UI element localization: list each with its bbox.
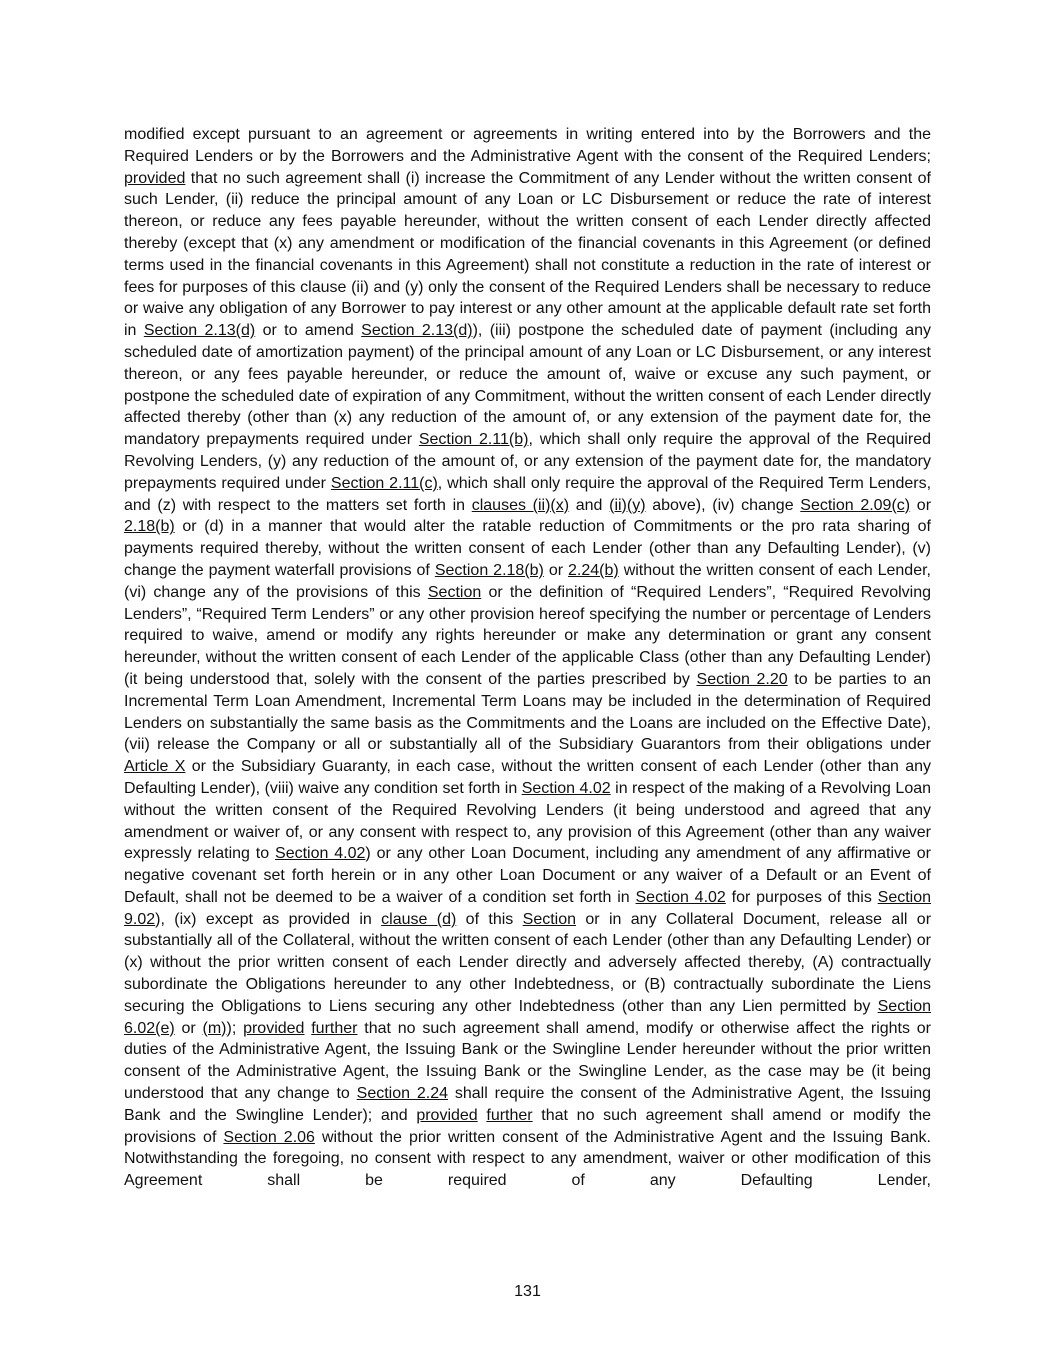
text-run: , which shall only require the approval of the Required Term Lenders, and (z) with respect to the matters set forth in [124, 474, 932, 514]
cross-reference: (m) [202, 1019, 227, 1037]
cross-reference: Section 4.02 [635, 888, 726, 906]
text-run: for purposes of this [725, 888, 878, 906]
text-run: shall require the consent of the Administrative Agent, the Issuing Bank and the Swingline Lender); and [124, 1085, 931, 1124]
cross-reference: Section 4.02 [521, 779, 611, 797]
text-run: or to amend [255, 322, 362, 340]
text-run: ); [226, 1019, 244, 1037]
cross-reference: Section 2.13(d) [361, 322, 473, 340]
cross-reference: provided [124, 169, 186, 187]
cross-reference: Section 2.11(b) [418, 431, 529, 449]
cross-reference: Section 2.13(d) [143, 322, 256, 340]
text-run: or [174, 1019, 203, 1037]
text-run: ) or any other Loan Document, including any amendment of any affirmative or negative covenant set forth herein or in any other Loan Document or any waiver of a Default or an Event of Default, shall not be deemed to be a waiver of a condition set forth in [124, 845, 932, 906]
cross-reference: clause (d) [381, 910, 457, 928]
text-run: that no such agreement shall amend or modify the provisions of [124, 1106, 931, 1146]
text-run: that no such agreement shall amend, modify or otherwise affect the rights or duties of the Administrative Agent, the Issuing Bank or the Swingline Lender hereunder without the prior written consent of the Administrative Agent, the Issuing Bank or the Swingline Lender, as the case may be (it being understood that any change to [124, 1019, 932, 1103]
cross-reference: Article X [124, 758, 186, 776]
cross-reference: Section 9.02 [124, 888, 932, 928]
cross-reference: Section [427, 583, 482, 601]
text-run: , which shall only require the approval of the Required Revolving Lenders, (y) any reduction of the amount of, or any extension of the payment date for, the mandatory prepayments required under [124, 431, 931, 492]
text-run: without the written consent of each Lender, (vi) change any of the provisions of this [124, 561, 931, 601]
text-run: or [543, 561, 569, 579]
cross-reference: 2.24(b) [568, 561, 619, 579]
text-run: ), (iii) postpone the scheduled date of payment (including any scheduled date of amortization payment) of the principal amount of any Loan or LC Disbursement, or any interest thereon, or any fees payable hereunder, or reduce the amount of, waive or excuse any such payment, or postpone the scheduled date of expiration of any Commitment, without the written consent of each Lender directly affected thereby (other than (x) any reduction of the amount of, or any extension of the payment date for, the mandatory prepayments required under [124, 322, 931, 449]
cross-reference: Section 2.09(c) [800, 496, 911, 514]
cross-reference: Section 2.06 [223, 1128, 315, 1146]
text-run: in respect of the making of a Revolving Loan without the written consent of the Required Revolving Lenders (it being understood and agreed that any amendment or waiver of, or any consent with respect to, any provision of this Agreement (other than any waiver expressly relating to [124, 779, 932, 863]
page-number: 131 [514, 1283, 541, 1300]
cross-reference: Section 2.24 [356, 1085, 448, 1103]
text-run: or the definition of “Required Lenders”, “Required Revolving Lenders”, “Required Term Lenders” or any other provision hereof specifying the number or percentage of Lenders required to waive, amend or modify any rights hereunder or make any determination or grant any consent hereunder, without the written consent of each Lender of the applicable Class (other than any Defaulting Lender) (it being understood that, solely with the consent of the parties prescribed by [124, 583, 931, 688]
cross-reference: Section 2.20 [696, 670, 788, 688]
text-run: or the Subsidiary Guaranty, in each case, without the written consent of each Lender (other than any Defaulting Lender), (viii) waive any condition set forth in [124, 758, 931, 797]
cross-reference: Section 4.02 [275, 845, 366, 863]
text-run: that no such agreement shall (i) increase the Commitment of any Lender without the written consent of such Lender, (ii) reduce the principal amount of any Loan or LC Disbursement or reduce the rate of interest thereon, or reduce any fees payable hereunder, without the written consent of each Lender directly affected thereby (except that (x) any amendment or modification of the financial covenants in this Agreement (or defined terms used in the financial covenants in this Agreement) shall not constitute a reduction in the rate of interest or fees for purposes of this clause (ii) and (y) only the consent of the Required Lenders shall be necessary to reduce or waive any obligation of any Borrower to pay interest or any other amount at the applicable default rate set forth in [124, 169, 931, 340]
text-run: without the prior written consent of the Administrative Agent and the Issuing Bank. Notwithstanding the foregoing, no consent with respect to any amendment, waiver or other modification of this Agreement shall be required of any Defaulting Lender, [124, 1128, 931, 1190]
cross-reference: further [486, 1106, 533, 1124]
text-run: and [569, 496, 610, 514]
text-run: ), (ix) except as provided in [155, 910, 382, 928]
cross-reference: Section [522, 910, 577, 928]
cross-reference: Section 6.02(e) [124, 997, 931, 1037]
body-paragraph [124, 124, 931, 1192]
cross-reference: provided [243, 1019, 305, 1037]
cross-reference: 2.18(b) [124, 518, 175, 536]
cross-reference: Section 2.11(c) [330, 474, 438, 492]
cross-reference: clauses (ii)(x) [471, 496, 570, 514]
cross-reference: (ii)(y) [609, 496, 646, 514]
cross-reference: provided [416, 1106, 478, 1124]
text-run: above), (iv) change [645, 496, 801, 514]
text-run: or (d) in a manner that would alter the ratable reduction of Commitments or the pro rata sharing of payments required thereby, without the written consent of each Lender (other than any Defaulting Lender), (v) change the payment waterfall provisions of [124, 518, 931, 579]
text-run: to be parties to an Incremental Term Loan Amendment, Incremental Term Loans may be included in the determination of Required Lenders on substantially the same basis as the Commitments and the Loans are included on the Effective Date), (vii) release the Company or all or substantially all of the Subsidiary Guarantors from their obligations under [124, 670, 932, 754]
text-run: or in any Collateral Document, release all or substantially all of the Collateral, without the written consent of each Lender (other than any Defaulting Lender) or (x) without the prior written consent of each Lender directly and adversely affected thereby, (A) contractually subordinate the Obligations hereunder to any other Indebtedness, or (B) contractually subordinate the Liens securing the Obligations to Liens securing any other Indebtedness (other than any Lien permitted by [124, 910, 932, 1015]
cross-reference: Section 2.18(b) [434, 561, 544, 579]
text-run: of this [456, 910, 523, 928]
text-run: or [910, 496, 932, 514]
cross-reference: further [311, 1019, 358, 1037]
text-run: modified except pursuant to an agreement or agreements in writing entered into by the Borrowers and the Required Lenders or by the Borrowers and the Administrative Agent with the consent of the Required Lenders; [124, 126, 931, 165]
